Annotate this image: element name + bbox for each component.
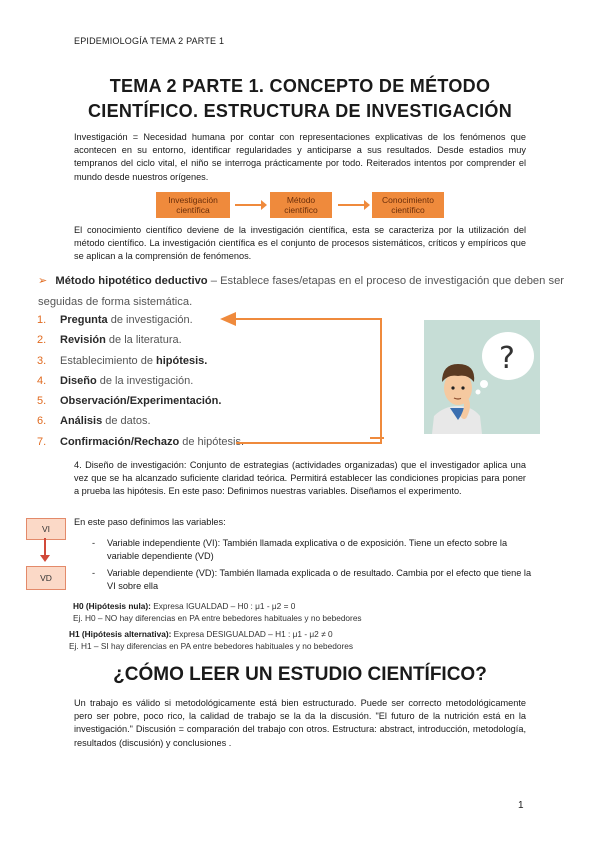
- h0-example: Ej. H0 – NO hay diferencias en PA entre bebedores habituales y no bebedores: [73, 613, 362, 623]
- cycle-bracket: [236, 318, 382, 444]
- h1-example: Ej. H1 – SI hay diferencias en PA entre bebedores habituales y no bebedores: [69, 641, 353, 651]
- method-heading: [38, 271, 568, 313]
- flow-arrow-2: [338, 204, 366, 206]
- design-paragraph: 4. Diseño de investigación: Conjunto de estrategias (actividades organizadas) que el investigador aplica una vez que se ha alcanzado suficiente claridad teórica. Permitirá establecer las condiciones propicias para poner a prueba las hipótesis. En este paso: Definimos nuestras variables. Diseñamos el experimento.: [74, 460, 526, 497]
- method-step: 1. Pregunta de investigación.: [37, 314, 193, 326]
- method-step: 5. Observación/Experimentación.: [37, 395, 222, 408]
- vi-vd-arrow-icon: [40, 555, 50, 563]
- variable-item: - Variable dependiente (VD): También llamada explicada o de resultado. Cambia por el efecto que tiene la VI sobre ella: [92, 568, 532, 591]
- knowledge-paragraph: El conocimiento científico deviene de la investigación científica, esta se caracteriza por la utilización del método científico. La investigación científica es el conjunto de procesos sistemáticos, críticos y empíricos que se aplican a la comprensión de fenómenos.: [74, 225, 526, 262]
- svg-text:?: ?: [499, 341, 515, 376]
- vi-box: VI: [26, 518, 66, 540]
- cycle-arrow-head-icon: [218, 311, 240, 327]
- method-step: 2. Revisión de la literatura.: [37, 334, 182, 347]
- flow-arrow-1: [235, 204, 263, 206]
- thinking-person-icon: [424, 320, 540, 434]
- page-header: EPIDEMIOLOGÍA TEMA 2 PARTE 1: [74, 36, 225, 46]
- cycle-bracket-tail: [370, 437, 384, 439]
- method-step: 4. Diseño de la investigación.: [37, 374, 194, 387]
- vd-box: VD: [26, 566, 66, 590]
- intro-paragraph: Investigación = Necesidad humana por contar con representaciones explicativas de los fenómenos que acontecen en su entorno, identificar regularidades y anticiparse a sus resultados. Desde estadios muy tempranos del ciclo vital, el niño se interroga prácticamente por todo. Reiterados intentos por comprender el mundo desde nuestros orígenes.: [74, 132, 526, 182]
- page-number: 1: [518, 800, 524, 811]
- title-line-2: CIENTÍFICO. ESTRUCTURA DE INVESTIGACIÓN: [87, 101, 513, 121]
- method-step: 6. Análisis de datos.: [37, 415, 151, 428]
- h1-definition: H1 (Hipótesis alternativa): Expresa DESIGUALDAD – H1 : μ1 - μ2 ≠ 0: [69, 629, 333, 639]
- variable-item: - Variable independiente (VI): También llamada explicativa o de exposición. Tiene un efecto sobre la variable dependiente (VD): [92, 538, 508, 561]
- arrow-bullet-icon: ➢: [38, 275, 48, 287]
- method-steps-list: [37, 310, 244, 452]
- page-title: [60, 74, 540, 124]
- title-line-1: TEMA 2 PARTE 1. CONCEPTO DE MÉTODO: [109, 76, 491, 96]
- section-title: ¿CÓMO LEER UN ESTUDIO CIENTÍFICO?: [113, 664, 487, 685]
- section-body: Un trabajo es válido si metodológicamente está bien estructurado. Puede ser correcto metodológicamente pero ser pobre, poco rico, la calidad de trabajo se la da la discusión. "El futuro de la nutrición está en la investigación." Discusión = comparación del trabajo con otros. Estructura: abstract, introducción, metodología, resultados (discusión) y conclusiones .: [74, 698, 526, 748]
- flow-box-metodo: Método científico: [270, 192, 332, 218]
- flow-box-investigacion: Investigación científica: [156, 192, 230, 218]
- h0-definition: H0 (Hipótesis nula): Expresa IGUALDAD – H0 : μ1 - μ2 = 0: [73, 601, 296, 611]
- method-heading-bold: Método hipotético deductivo: [55, 275, 208, 287]
- method-step: 7. Confirmación/Rechazo de hipótesis.: [37, 435, 245, 448]
- flow-box-conocimiento: Conocimiento científico: [372, 192, 444, 218]
- method-step: 3. Establecimiento de hipótesis.: [37, 354, 208, 367]
- method-heading-rest: – Establece fases/etapas en el proceso de investigación que deben ser seguidas de forma sistemática.: [38, 275, 565, 308]
- variables-intro: En este paso definimos las variables:: [74, 517, 226, 527]
